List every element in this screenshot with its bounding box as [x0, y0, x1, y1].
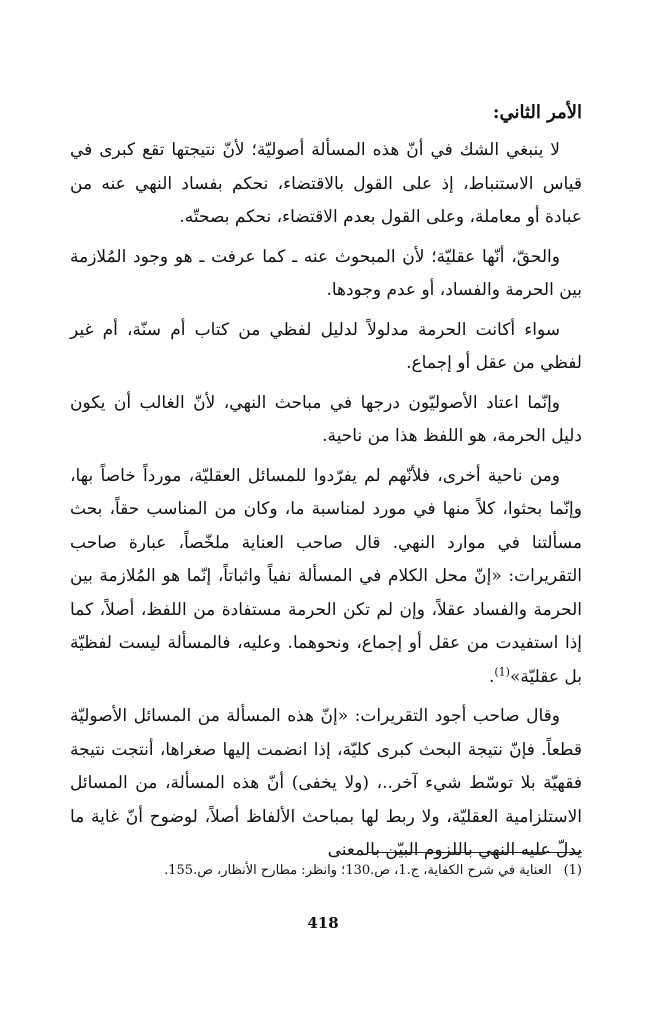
- paragraph-5-tail: .: [488, 666, 495, 687]
- paragraph-4: [70, 387, 582, 454]
- paragraph-2-text: والحقّ، أنّها عقليّة؛ لأن المبحوث عنه ـ كما عرفت ـ هو وجود المُلازمة بين الحرمة والفساد، أو عدم وجودها.: [70, 246, 582, 300]
- footnote-text: العناية في شرح الكفاية، ج.1، ص.130؛ وانظر: مطارح الأنظار، ص.155.: [164, 863, 552, 878]
- paragraph-3: [70, 314, 582, 381]
- body-text: [70, 134, 582, 874]
- page-number: 418: [307, 914, 339, 932]
- paragraph-1: [70, 134, 582, 235]
- paragraph-6-text: وقال صاحب أجود التقريرات: «إنّ هذه المسألة من المسائل الأصوليّة قطعاً. فإنّ نتيجة البحث كبرى كليّة، إذا انضمت إليها صغراها، أنتجت نتيجة فقهيّة بلا توسّط شيء آخر..، (ولا يخفى) أنّ هذه المسألة، من المسائل الاستلزامية العقليّة، ولا ربط لها بمباحث الألفاظ أصلاً، لوضوح أنّ غاية ما يدلّ عليه النهي باللزوم البيّن بالمعنى: [70, 706, 582, 860]
- footnote-number: (1): [563, 863, 582, 878]
- section-heading: الأمر الثاني:: [492, 102, 582, 123]
- paragraph-5-text: ومن ناحية أخرى، فلأنّهم لم يفرّدوا للمسائل العقليّة، مورداً خاصاً بها، وإنّما بحثوا، كلاً منها في مورد لمناسبة ما، وكان من المناسب حقاً، بحث مسألتنا في موارد النهي. قال صاحب العناية ملخّصاً، عبارة صاحب التقريرات: «إنّ محل الكلام في المسألة نفياً واثباتاً، إنّما هو المُلازمة بين الحرمة والفساد عقلاً، وإن لم تكن الحرمة مستفادة من اللفظ، أصلاً، كما إذا استفيدت من عقل أو إجماع، ونحوهما. وعليه، فالمسألة ليست لفظيّة بل عقليّة»: [70, 465, 582, 687]
- paragraph-4-text: وإنّما اعتاد الأصوليّون درجها في مباحث النهي، لأنّ الغالب أن يكون دليل الحرمة، هو اللفظ هذا من ناحية.: [70, 392, 582, 446]
- paragraph-2: [70, 241, 582, 308]
- paragraph-5: [70, 460, 582, 695]
- footnote: [164, 858, 582, 884]
- paragraph-3-text: سواء أكانت الحرمة مدلولاً لدليل لفظي من كتاب أم سنّة، أم غير لفظي من عقل أو إجماع.: [70, 319, 582, 373]
- paragraph-1-text: لا ينبغي الشك في أنّ هذه المسألة أصوليّة؛ لأنّ نتيجتها تقع كبرى في قياس الاستنباط، إذ على القول بالاقتضاء، نحكم بفساد النهي عنه من عبادة أو معاملة، وعلى القول بعدم الاقتضاء، نحكم بصحتّه.: [70, 140, 582, 227]
- footnote-reference: (1): [494, 664, 510, 678]
- footnote-divider: [368, 852, 582, 853]
- paragraph-6: [70, 700, 582, 868]
